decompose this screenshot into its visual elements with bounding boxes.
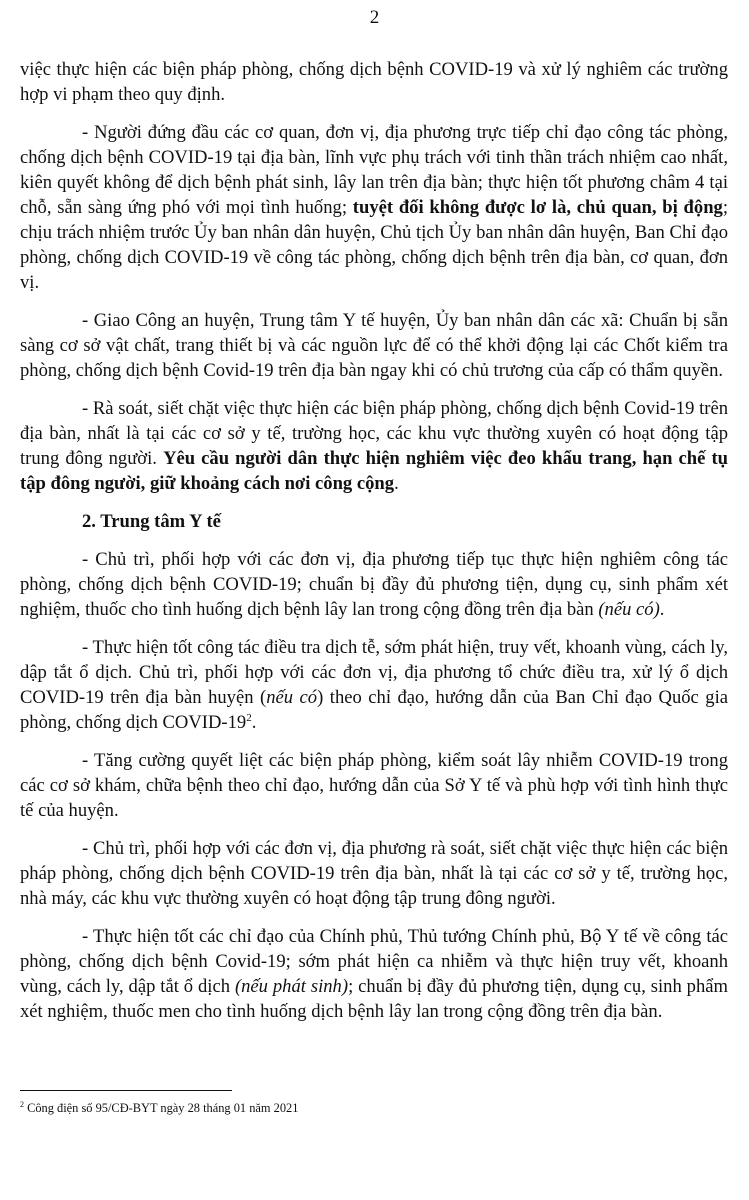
paragraph-text: . [251,712,257,733]
footnote-reference[interactable]: 2 [246,711,252,724]
paragraph-text: - Thực hiện tốt các chỉ đạo của Chính phủ, Thủ tướng Chính phủ, Bộ Y tế về công tác phòng, chống dịch bệnh Covid-19; sớm phát hiện ca nhiễm và thực hiện truy vết, khoanh vùng, cách ly, dập tắt ổ dịch [20,926,728,997]
bold-emphasis: tuyệt đối không được lơ là, chủ quan, bị động [352,197,723,218]
paragraph-text: - Chủ trì, phối hợp với các đơn vị, địa phương tiếp tục thực hiện nghiêm công tác phòng, chống dịch bệnh COVID-19; chuẩn bị đầy đủ phương tiện, dụng cụ, sinh phẩm xét nghiệm, thuốc cho tình huống dịch bệnh lây lan trong cộng đồng trên địa bàn [20,549,728,620]
paragraph-text: ; chuẩn bị đầy đủ phương tiện, dụng cụ, sinh phẩm xét nghiệm, thuốc men cho tình huống dịch bệnh lây lan trong cộng đồng trên địa bàn. [20,976,728,1022]
page-number: 2 [369,7,380,28]
paragraph [20,396,728,496]
footnote-mark: 2 [20,1099,24,1109]
footnote-divider [20,1090,232,1091]
paragraph [20,635,728,735]
paragraph [20,547,728,622]
italic-note: (nếu có) [598,599,660,620]
paragraph: - Giao Công an huyện, Trung tâm Y tế huyện, Ủy ban nhân dân các xã: Chuẩn bị sẵn sàng cơ sở vật chất, trang thiết bị và các nguồn lực để có thể khởi động lại các Chốt kiểm tra phòng, chống dịch bệnh Covid-19 trên địa bàn ngay khi có chủ trương của cấp có thẩm quyền. [20,310,728,381]
paragraph [20,120,728,295]
paragraph-text: . [394,473,399,494]
paragraph-text: - Người đứng đầu các cơ quan, đơn vị, địa phương trực tiếp chỉ đạo công tác phòng, chống dịch bệnh COVID-19 tại địa bàn, lĩnh vực phụ trách với tinh thần trách nhiệm cao nhất, kiên quyết không để dịch bệnh phát sinh, lây lan trên địa bàn; thực hiện tốt phương châm 4 tại chỗ, sẵn sàng ứng phó với mọi tình huống; [20,122,728,218]
footnote-text: Công điện số 95/CĐ-BYT ngày 28 tháng 01 năm 2021 [24,1101,299,1115]
footnote [20,1100,720,1116]
paragraph-text: - Thực hiện tốt công tác điều tra dịch tễ, sớm phát hiện, truy vết, khoanh vùng, cách ly, dập tắt ổ dịch. Chủ trì, phối hợp với các đơn vị, địa phương tổ chức điều tra, xử lý ổ dịch COVID-19 trên địa bàn huyện ( [20,637,728,708]
document-body [20,57,728,1037]
paragraph: - Chủ trì, phối hợp với các đơn vị, địa phương rà soát, siết chặt việc thực hiện các biện pháp phòng, chống dịch bệnh COVID-19 trên địa bàn, nhất là tại các cơ sở y tế, trường học, nhà máy, các khu vực thường xuyên có hoạt động tập trung đông người. [20,838,728,909]
paragraph-text: ) theo chỉ đạo, hướng dẫn của Ban Chỉ đạo Quốc gia phòng, chống dịch COVID-19 [20,687,729,733]
paragraph-text: . [659,599,665,620]
bold-emphasis: Yêu cầu người dân thực hiện nghiêm việc đeo khẩu trang, hạn chế tụ tập đông người, giữ khoảng cách nơi công cộng [20,448,729,494]
section-heading: 2. Trung tâm Y tế [82,511,221,532]
paragraph: - Tăng cường quyết liệt các biện pháp phòng, kiểm soát lây nhiễm COVID-19 trong các cơ sở khám, chữa bệnh theo chỉ đạo, hướng dẫn của Sở Y tế và phù hợp với tình hình thực tế của huyện. [20,750,728,821]
italic-note: (nếu phát sinh) [234,976,349,997]
paragraph [20,924,728,1024]
italic-note: nếu có [266,687,318,708]
paragraph: việc thực hiện các biện pháp phòng, chống dịch bệnh COVID-19 và xử lý nghiêm các trường hợp vi phạm theo quy định. [20,59,728,105]
paragraph-text: - Rà soát, siết chặt việc thực hiện các biện pháp phòng, chống dịch bệnh Covid-19 trên địa bàn, nhất là tại các cơ sở y tế, trường học, các khu vực thường xuyên có hoạt động tập trung đông người. [20,398,728,469]
paragraph-text: ; chịu trách nhiệm trước Ủy ban nhân dân huyện, Chủ tịch Ủy ban nhân dân huyện, Ban Chỉ đạo phòng, chống dịch COVID-19 về công tác phòng, chống dịch bệnh trên địa bàn, cơ quan, đơn vị. [20,197,729,293]
